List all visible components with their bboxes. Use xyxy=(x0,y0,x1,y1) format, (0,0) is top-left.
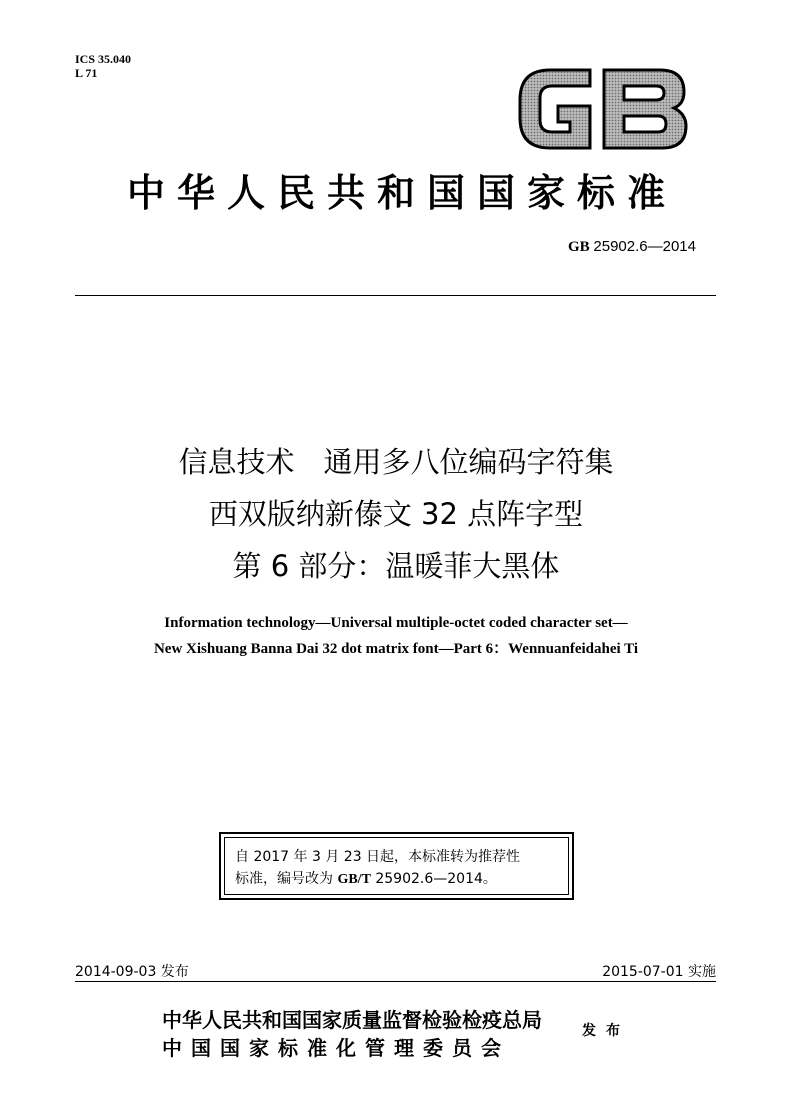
footer-divider xyxy=(75,981,716,982)
issue-date: 2014-09-03 发布 xyxy=(75,964,189,980)
standard-code: 25902.6—2014 xyxy=(593,238,696,255)
notice-text xyxy=(224,837,569,895)
title-en-line1: Information technology—Universal multiple-octet coded character set— xyxy=(164,615,628,631)
classification-codes xyxy=(75,52,131,80)
standard-prefix: GB xyxy=(567,239,590,255)
ics-code: ICS 35.040 xyxy=(75,52,132,66)
gb-logo xyxy=(512,62,692,154)
notice-line1: 自 2017 年 3 月 23 日起，本标准转为推荐性 xyxy=(235,849,521,865)
ccs-code: L 71 xyxy=(75,66,98,80)
recommendation-notice-box xyxy=(219,832,574,900)
nation-standard-title: 中华人民共和国国家标准 xyxy=(126,170,677,215)
notice-line2-prefix: 标准，编号改为 xyxy=(235,871,338,887)
issuer-sac: 中国国家标准化管理委员会 xyxy=(162,1036,510,1060)
title-cn-line3: 第 6 部分：温暖菲大黑体 xyxy=(232,549,560,583)
notice-line2-suffix: 25902.6—2014。 xyxy=(370,871,497,887)
header-divider xyxy=(75,295,716,296)
issuer-aqsiq: 中华人民共和国国家质量监督检验检疫总局 xyxy=(162,1008,542,1032)
title-cn-line2: 西双版纳新傣文 32 点阵字型 xyxy=(208,497,584,531)
title-cn-line1: 信息技术 通用多八位编码字符集 xyxy=(178,445,614,479)
standard-number xyxy=(568,238,696,256)
title-en-line2: New Xishuang Banna Dai 32 dot matrix font—Part 6：Wennuanfeidahei Ti xyxy=(153,641,639,657)
implementation-date: 2015-07-01 实施 xyxy=(602,964,716,980)
publish-label: 发布 xyxy=(582,1023,630,1039)
notice-code: GB/T xyxy=(337,872,371,887)
notice-line2 xyxy=(235,868,558,891)
